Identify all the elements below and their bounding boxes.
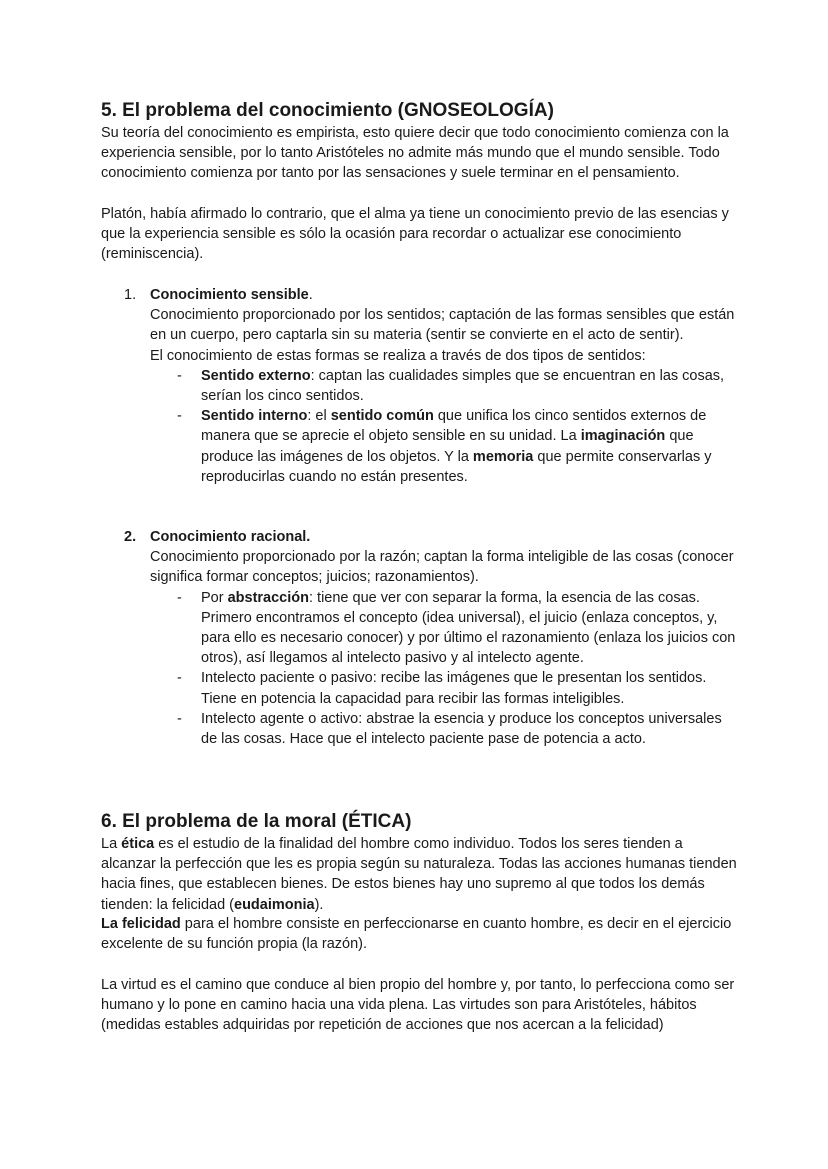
item-title: Conocimiento sensible. bbox=[150, 287, 313, 303]
sub-item-intelecto-agente: - Intelecto agente o activo: abstrae la esencia y produce los conceptos universales de las cosas. Hace que el intelecto paciente pase de potencia a acto. bbox=[177, 710, 722, 748]
sub-item-sentido-interno: - Sentido interno: el sentido común que unifica los cinco sentidos externos de manera que se aprecie el objeto sensible en su unidad. La imaginación que produce las imágenes de los objetos. Y la memoria que permite conservarlas y reproducirlas cuando no están presentes. bbox=[177, 408, 712, 485]
sub-item-sentido-externo: - Sentido externo: captan las cualidades simples que se encuentran en las cosas, serían los cinco sentidos. bbox=[177, 367, 725, 405]
dash-bullet: - bbox=[177, 670, 182, 687]
section-5-title: 5. El problema del conocimiento (GNOSEOLOGÍA) bbox=[101, 100, 554, 121]
section-6-paragraph-3: La virtud es el camino que conduce al bien propio del hombre y, por tanto, lo perfecciona como ser humano y lo pone en camino hacia una vida plena. Las virtudes son para Aristóteles, hábitos (medidas estables adquiridas por repetición de acciones que nos acercan a la felicidad) bbox=[101, 977, 735, 1034]
dash-bullet: - bbox=[177, 367, 182, 384]
dash-bullet: - bbox=[177, 589, 182, 606]
item-description: Conocimiento proporcionado por la razón; captan la forma inteligible de las cosas (conocer significa formar conceptos; juicios; razonamientos). bbox=[150, 549, 734, 586]
sub-item-abstraccion: - Por abstracción: tiene que ver con separar la forma, la esencia de las cosas. Primero encontramos el concepto (idea universal), el juicio (enlaza conceptos, y, para ello es necesario conocer) y por último el razonamiento (enlaza los juicios con otros), así llegamos al intelecto pasivo y al intelecto agente. bbox=[177, 589, 736, 667]
section-5-paragraph-1: Su teoría del conocimiento es empirista, esto quiere decir que todo conocimiento comienza con la experiencia sensible, por lo tanto Aristóteles no admite más mundo que el mundo sensible. Todo conocimiento comienza por tanto por las sensaciones y suele terminar en el pensamiento. bbox=[101, 125, 729, 182]
dash-bullet: - bbox=[177, 408, 182, 425]
list-number: 1. bbox=[124, 287, 137, 303]
dash-bullet: - bbox=[177, 710, 182, 727]
section-6-title: 6. El problema de la moral (ÉTICA) bbox=[101, 811, 412, 832]
list-number: 2. bbox=[124, 529, 137, 545]
section-6-paragraph-1: La ética es el estudio de la finalidad del hombre como individuo. Todos los seres tienden a alcanzar la perfección que les es propia según su naturaleza. Todas las acciones humanas tienden hacia fines, que establecen bienes. De estos bienes hay uno supremo al que todos los demás tienden: la felicidad (eudaimonia). bbox=[101, 836, 737, 913]
section-5-paragraph-2: Platón, había afirmado lo contrario, que el alma ya tiene un conocimiento previo de las esencias y que la experiencia sensible es sólo la ocasión para recordar o actualizar ese conocimiento (reminiscencia). bbox=[101, 206, 729, 263]
item-intro: El conocimiento de estas formas se realiza a través de dos tipos de sentidos: bbox=[150, 347, 646, 364]
item-title: Conocimiento racional. bbox=[150, 529, 311, 545]
section-6-paragraph-2: La felicidad para el hombre consiste en perfeccionarse en cuanto hombre, es decir en el ejercicio excelente de su función propia (la razón). bbox=[101, 916, 732, 953]
sub-item-intelecto-paciente: - Intelecto paciente o pasivo: recibe las imágenes que le presentan los sentidos. Tiene en potencia la capacidad para recibir las formas inteligibles. bbox=[177, 670, 707, 707]
item-description: Conocimiento proporcionado por los sentidos; captación de las formas sensibles que están en un cuerpo, pero captarla sin su materia (sentir se convierte en el acto de sentir). bbox=[150, 307, 735, 344]
